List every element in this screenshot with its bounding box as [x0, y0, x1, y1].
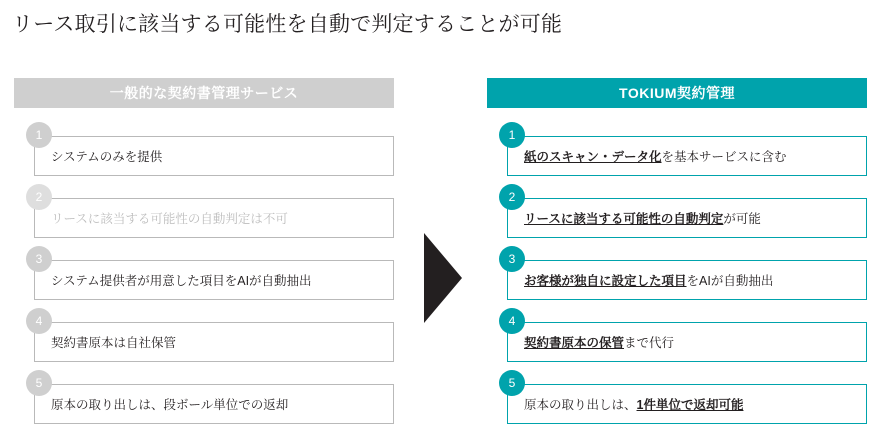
item-number-badge: 5: [499, 370, 525, 396]
item-number-badge: 2: [499, 184, 525, 210]
item-emphasis: 契約書原本の保管: [524, 336, 625, 350]
item-number-badge: 5: [26, 370, 52, 396]
item-number-badge: 1: [499, 122, 525, 148]
item-number-badge: 3: [26, 246, 52, 272]
item-text: 原本の取り出しは、段ボール単位での返却: [34, 384, 394, 424]
column-header-tokium: TOKIUM契約管理: [487, 78, 867, 108]
item-text: [507, 322, 867, 362]
item-emphasis: 1件単位で返却可能: [636, 398, 744, 412]
list-item: [487, 122, 867, 184]
list-item: [14, 308, 394, 370]
item-text: [507, 260, 867, 300]
comparison-column-tokium: [487, 78, 867, 432]
item-number-badge: 2: [26, 184, 52, 210]
item-emphasis: 紙のスキャン・データ化: [524, 150, 662, 164]
list-item: [487, 370, 867, 432]
list-item: [14, 370, 394, 432]
list-item: [14, 246, 394, 308]
column-header-generic: 一般的な契約書管理サービス: [14, 78, 394, 108]
item-number-badge: 4: [499, 308, 525, 334]
right-arrow-icon: [424, 233, 462, 323]
item-text: 契約書原本は自社保管: [34, 322, 394, 362]
item-number-badge: 3: [499, 246, 525, 272]
item-emphasis: リースに該当する可能性の自動判定: [524, 212, 724, 226]
item-rest: まで代行: [624, 336, 675, 350]
list-item: [487, 308, 867, 370]
item-number-badge: 1: [26, 122, 52, 148]
item-number-badge: 4: [26, 308, 52, 334]
tokium-items-list: [487, 122, 867, 432]
item-text: システムのみを提供: [34, 136, 394, 176]
page-title: リース取引に該当する可能性を自動で判定することが可能: [12, 13, 563, 36]
item-rest: 原本の取り出しは、: [524, 398, 637, 412]
list-item: [14, 122, 394, 184]
list-item: [487, 246, 867, 308]
item-text: システム提供者が用意した項目をAIが自動抽出: [34, 260, 394, 300]
item-text: リースに該当する可能性の自動判定は不可: [34, 198, 394, 238]
comparison-column-generic: [14, 78, 394, 432]
list-item: [487, 184, 867, 246]
generic-items-list: [14, 122, 394, 432]
item-rest: をAIが自動抽出: [686, 274, 774, 288]
list-item: [14, 184, 394, 246]
item-text: [507, 198, 867, 238]
item-emphasis: お客様が独自に設定した項目: [524, 274, 687, 288]
item-text: [507, 384, 867, 424]
item-rest: が可能: [723, 212, 761, 226]
item-text: [507, 136, 867, 176]
item-rest: を基本サービスに含む: [661, 150, 787, 164]
